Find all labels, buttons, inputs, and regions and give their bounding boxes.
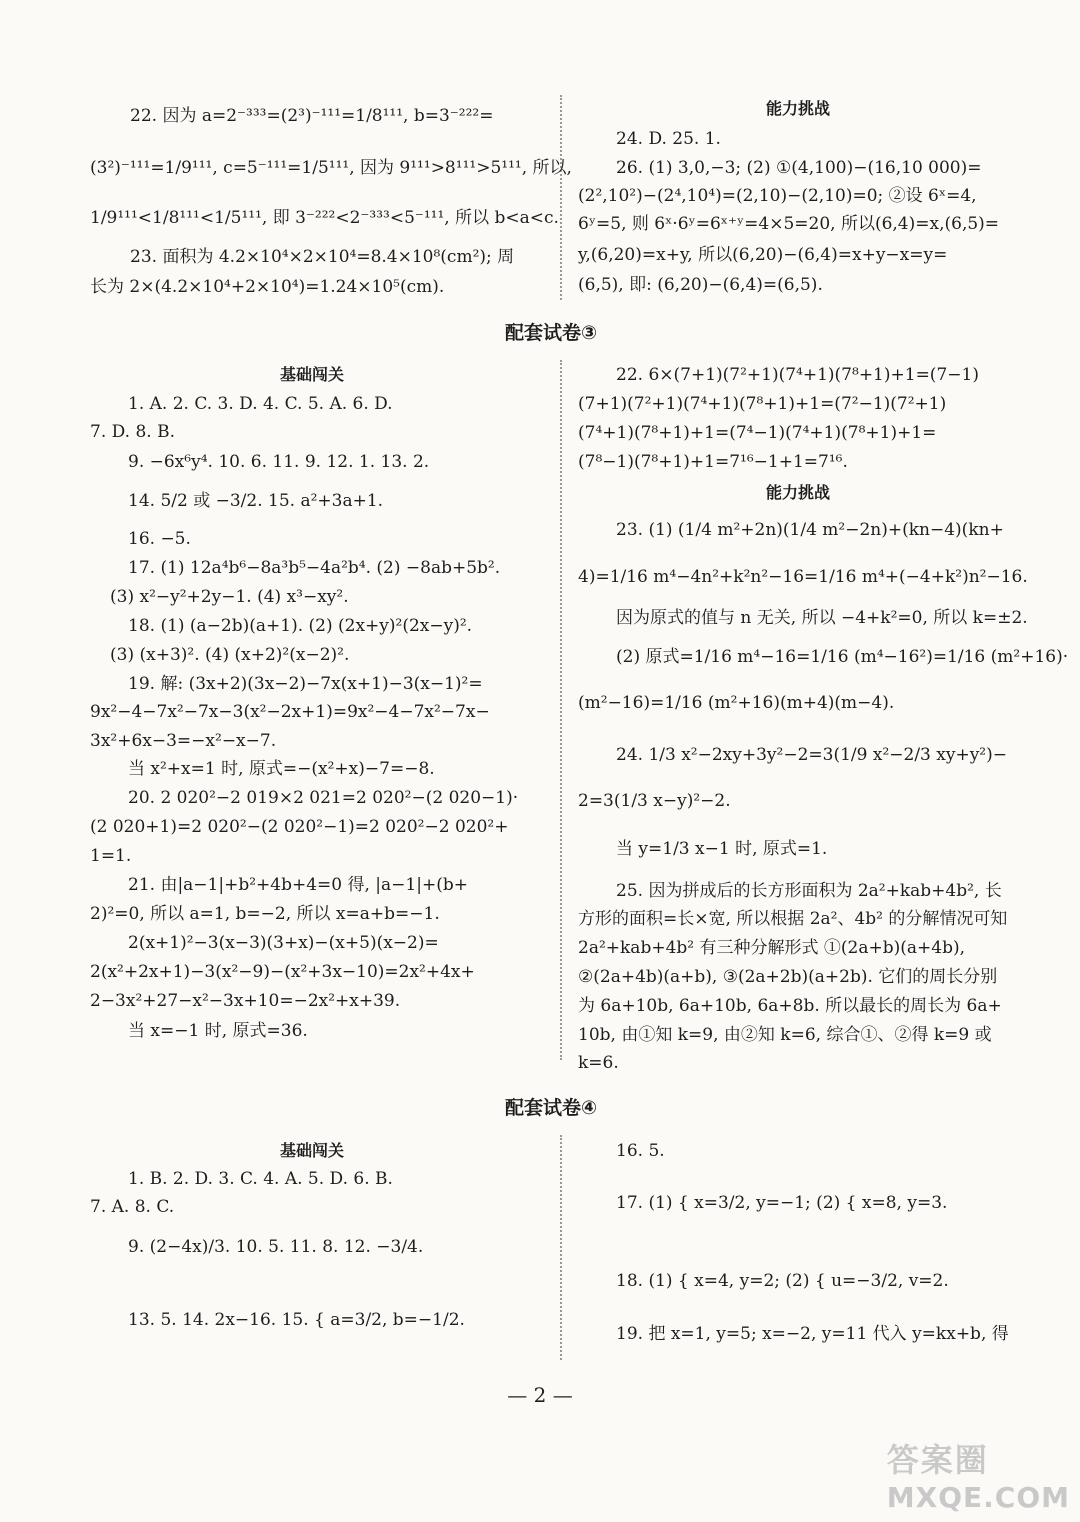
answer-line: (7⁸−1)(7⁸+1)+1=7¹⁶−1+1=7¹⁶. bbox=[578, 452, 848, 472]
answer-line: 18. (1) { x=4, y=2; (2) { u=−3/2, v=2. bbox=[616, 1271, 949, 1291]
answer-line: 为 6a+10b, 6a+10b, 6a+8b. 所以最长的周长为 6a+ bbox=[578, 996, 1002, 1016]
answer-line: 2a²+kab+4b² 有三种分解形式 ①(2a+b)(a+4b), bbox=[578, 938, 965, 958]
column-divider-top bbox=[560, 95, 562, 300]
watermark-logo bbox=[887, 1435, 1070, 1514]
section-title: 配套试卷④ bbox=[505, 1097, 598, 1119]
answer-line: 当 x²+x=1 时, 原式=−(x²+x)−7=−8. bbox=[128, 759, 435, 779]
answer-line: (m²−16)=1/16 (m²+16)(m+4)(m−4). bbox=[578, 693, 895, 713]
answer-line: 6ʸ=5, 则 6ˣ·6ʸ=6ˣ⁺ʸ=4×5=20, 所以(6,4)=x,(6,5)= bbox=[578, 214, 1000, 234]
answer-line: 1=1. bbox=[90, 846, 132, 866]
section-title: 配套试卷③ bbox=[505, 322, 598, 344]
answer-line: (2 020+1)=2 020²−(2 020²−1)=2 020²−2 020²+ bbox=[90, 817, 509, 837]
answer-line: 方形的面积=长×宽, 所以根据 2a²、4b² 的分解情况可知 bbox=[578, 909, 1008, 929]
answer-line: 2=3(1/3 x−y)²−2. bbox=[578, 791, 731, 811]
answer-line: 4)=1/16 m⁴−4n²+k²n²−16=1/16 m⁴+(−4+k²)n²−16. bbox=[578, 567, 1028, 587]
answer-line: 当 x=−1 时, 原式=36. bbox=[128, 1021, 308, 1041]
answer-line: 13. 5. 14. 2x−16. 15. { a=3/2, b=−1/2. bbox=[128, 1310, 465, 1330]
answer-line: 14. 5/2 或 −3/2. 15. a²+3a+1. bbox=[128, 491, 384, 511]
answer-line: 16. 5. bbox=[616, 1141, 665, 1161]
section-heading: 基础闯关 bbox=[280, 365, 345, 384]
answer-line: 1. A. 2. C. 3. D. 4. C. 5. A. 6. D. bbox=[128, 394, 393, 414]
answer-line: 21. 由|a−1|+b²+4b+4=0 得, |a−1|+(b+ bbox=[128, 875, 468, 895]
answer-line: 当 y=1/3 x−1 时, 原式=1. bbox=[616, 839, 828, 859]
answer-line: (3²)⁻¹¹¹=1/9¹¹¹, c=5⁻¹¹¹=1/5¹¹¹, 因为 9¹¹¹>8¹¹¹>5¹¹¹, 所以, bbox=[90, 158, 572, 178]
answer-line: 17. (1) { x=3/2, y=−1; (2) { x=8, y=3. bbox=[616, 1193, 948, 1213]
answer-line: y,(6,20)=x+y, 所以(6,20)−(6,4)=x+y−x=y= bbox=[578, 245, 948, 265]
answer-line: 3x²+6x−3=−x²−x−7. bbox=[90, 731, 277, 751]
watermark-line2: MXQE.COM bbox=[886, 1481, 1070, 1514]
answer-line: 2(x+1)²−3(x−3)(3+x)−(x+5)(x−2)= bbox=[128, 933, 439, 953]
answer-line: 24. 1/3 x²−2xy+3y²−2=3(1/9 x²−2/3 xy+y²)− bbox=[616, 745, 1007, 765]
answer-line: 19. 解: (3x+2)(3x−2)−7x(x+1)−3(x−1)²= bbox=[128, 674, 483, 694]
answer-line: 9. −6x⁶y⁴. 10. 6. 11. 9. 12. 1. 13. 2. bbox=[128, 452, 430, 472]
answer-line: 22. 6×(7+1)(7²+1)(7⁴+1)(7⁸+1)+1=(7−1) bbox=[616, 365, 979, 385]
answer-line: ②(2a+4b)(a+b), ③(2a+2b)(a+2b). 它们的周长分别 bbox=[578, 967, 998, 987]
answer-line: 7. D. 8. B. bbox=[90, 422, 175, 442]
answer-line: (7⁴+1)(7⁸+1)+1=(7⁴−1)(7⁴+1)(7⁸+1)+1= bbox=[578, 423, 937, 443]
answer-line: 2−3x²+27−x²−3x+10=−2x²+x+39. bbox=[90, 991, 401, 1011]
answer-line: 1. B. 2. D. 3. C. 4. A. 5. D. 6. B. bbox=[128, 1169, 393, 1189]
answer-line: 23. 面积为 4.2×10⁴×2×10⁴=8.4×10⁸(cm²); 周 bbox=[130, 247, 515, 267]
answer-line: (2) 原式=1/16 m⁴−16=1/16 (m⁴−16²)=1/16 (m²+16)· bbox=[616, 647, 1069, 667]
answer-line: 9. (2−4x)/3. 10. 5. 11. 8. 12. −3/4. bbox=[128, 1237, 424, 1257]
watermark-line1: 答案圈 bbox=[886, 1441, 989, 1479]
column-divider-bottom bbox=[560, 1135, 562, 1360]
answer-line: k=6. bbox=[578, 1053, 619, 1073]
answer-line: 2(x²+2x+1)−3(x²−9)−(x²+3x−10)=2x²+4x+ bbox=[90, 962, 475, 982]
answer-line: 18. (1) (a−2b)(a+1). (2) (2x+y)²(2x−y)². bbox=[128, 616, 473, 636]
page-number: — 2 — bbox=[507, 1383, 573, 1407]
answer-line: 7. A. 8. C. bbox=[90, 1197, 175, 1217]
answer-line: (3) (x+3)². (4) (x+2)²(x−2)². bbox=[110, 645, 350, 665]
answer-line: 23. (1) (1/4 m²+2n)(1/4 m²−2n)+(kn−4)(kn+ bbox=[616, 520, 1004, 540]
answer-line: 16. −5. bbox=[128, 529, 191, 549]
answer-line: (3) x²−y²+2y−1. (4) x³−xy². bbox=[110, 587, 349, 607]
answer-line: 1/9¹¹¹<1/8¹¹¹<1/5¹¹¹, 即 3⁻²²²<2⁻³³³<5⁻¹¹¹, 所以 b<a<c. bbox=[90, 208, 559, 228]
section-heading: 基础闯关 bbox=[280, 1141, 345, 1160]
answer-line: 26. (1) 3,0,−3; (2) ①(4,100)−(16,10 000)= bbox=[616, 158, 982, 178]
answer-line: (6,5), 即: (6,20)−(6,4)=(6,5). bbox=[578, 275, 823, 295]
column-divider-mid bbox=[560, 360, 562, 1060]
answer-line: 2)²=0, 所以 a=1, b=−2, 所以 x=a+b=−1. bbox=[90, 904, 440, 924]
section-heading: 能力挑战 bbox=[766, 483, 831, 502]
answer-line: (2²,10²)−(2⁴,10⁴)=(2,10)−(2,10)=0; ②设 6ˣ=4, bbox=[578, 186, 977, 206]
answer-line: 22. 因为 a=2⁻³³³=(2³)⁻¹¹¹=1/8¹¹¹, b=3⁻²²²= bbox=[130, 106, 494, 126]
answer-line: 因为原式的值与 n 无关, 所以 −4+k²=0, 所以 k=±2. bbox=[616, 608, 1028, 628]
answer-line: 10b, 由①知 k=9, 由②知 k=6, 综合①、②得 k=9 或 bbox=[578, 1025, 992, 1045]
section-heading: 能力挑战 bbox=[766, 99, 831, 118]
answer-line: (7+1)(7²+1)(7⁴+1)(7⁸+1)+1=(7²−1)(7²+1) bbox=[578, 394, 947, 414]
answer-line: 19. 把 x=1, y=5; x=−2, y=11 代入 y=kx+b, 得 bbox=[616, 1324, 1009, 1344]
answer-line: 17. (1) 12a⁴b⁶−8a³b⁵−4a²b⁴. (2) −8ab+5b². bbox=[128, 558, 501, 578]
answer-line: 24. D. 25. 1. bbox=[616, 129, 721, 149]
answer-line: 长为 2×(4.2×10⁴+2×10⁴)=1.24×10⁵(cm). bbox=[90, 277, 445, 297]
answer-line: 9x²−4−7x²−7x−3(x²−2x+1)=9x²−4−7x²−7x− bbox=[90, 702, 490, 722]
answer-line: 20. 2 020²−2 019×2 021=2 020²−(2 020−1)· bbox=[128, 788, 519, 808]
answer-line: 25. 因为拼成后的长方形面积为 2a²+kab+4b², 长 bbox=[616, 881, 1002, 901]
